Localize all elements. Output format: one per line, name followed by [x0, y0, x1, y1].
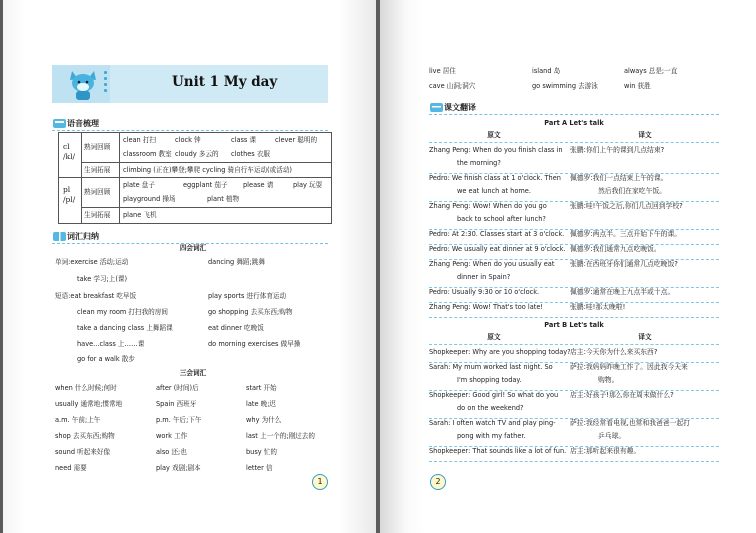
- dialog-line-english: we eat lunch at home.: [457, 187, 531, 195]
- dialog-line-chinese: 佩德罗:我们一点结束上午的课。: [570, 174, 668, 182]
- vocab-item: have...class 上……课: [77, 340, 145, 348]
- vocab-item: when 什么时候;何时: [55, 384, 117, 392]
- page-number: 2: [430, 474, 446, 490]
- vocab-item: sound 听起来好像: [55, 448, 111, 456]
- vocab-item: go shopping 去买东西;购物: [208, 308, 293, 316]
- dialog-line-chinese: 佩德罗:两点半。三点开始下午的课。: [570, 230, 682, 238]
- column-header-translation: 译文: [638, 131, 652, 139]
- vocab-item: usually 通常地;惯常地: [55, 400, 123, 408]
- vocab-item: late 晚;迟: [246, 400, 277, 408]
- vocab-item: win 获胜: [624, 82, 651, 90]
- vocab-item: a.m. 午前;上午: [55, 416, 101, 424]
- dialog-line-english: Pedro: At 2:30. Classes start at 3 o'clock.: [429, 230, 565, 238]
- vocab-item: take 学习;上(课): [77, 275, 128, 283]
- vocab-item: do morning exercises 做早操: [208, 340, 301, 348]
- translation-section-header: [429, 101, 719, 115]
- word: clean 打扫: [123, 136, 157, 144]
- dialog-line-chinese: 张鹏:哇!那太晚啦!: [570, 303, 626, 311]
- word: clock 钟: [175, 136, 201, 144]
- word: playground 操场: [123, 195, 176, 203]
- vocab-item: also 还;也: [156, 448, 187, 456]
- dialog-line-chinese: 店主:今天你为什么来买东西?: [570, 348, 658, 356]
- row-divider: [429, 317, 719, 318]
- left-page: [3, 0, 376, 533]
- banner-dots: [104, 71, 107, 95]
- three-skill-title: 三会词汇: [179, 369, 207, 377]
- dialog-line-chinese: 萨拉:我经常看电视,也常和我爸爸一起打: [570, 419, 690, 427]
- vocab-item: live 居住: [429, 67, 456, 75]
- dialog-line-chinese: 张鹏:你们上午的课到几点结束?: [570, 146, 665, 154]
- vocab-item: letter 信: [246, 464, 273, 472]
- vocab-item: always 总是;一直: [624, 67, 678, 75]
- known-label: 熟词回顾: [84, 143, 111, 151]
- vocab-item: play 戏剧;剧本: [156, 464, 201, 472]
- right-page: [380, 0, 756, 533]
- vocab-item: island 岛: [532, 67, 561, 75]
- dialog-line-english: Shopkeeper: Good girl! So what do you: [429, 391, 559, 399]
- page-number: 1: [312, 474, 328, 490]
- dialog-line-english: Pedro: We usually eat dinner at 9 o'clock.: [429, 245, 566, 253]
- dialog-line-english: Sarah: My mum worked last night. So: [429, 363, 553, 371]
- sound-pl: pl /pl/: [63, 185, 76, 204]
- vocab-item: play sports 进行体育运动: [208, 292, 287, 300]
- column-header-original: 原文: [487, 333, 501, 341]
- vocab-item: cave 山洞;洞穴: [429, 82, 476, 90]
- dialog-line-chinese: 张鹏:在西班牙你们通常几点吃晚饭?: [570, 260, 678, 268]
- vocab-item: work 工作: [156, 432, 188, 440]
- dialog-line-chinese: 乒乓球。: [598, 432, 626, 440]
- row-divider: [429, 344, 719, 345]
- dialog-line-chinese: 张鹏:哇!午饭之后,你们几点回到学校?: [570, 202, 683, 210]
- phonics-section-header: [52, 117, 328, 131]
- column-header-translation: 译文: [638, 333, 652, 341]
- dialog-line-english: pong with my father.: [457, 432, 526, 440]
- column-header-original: 原文: [487, 131, 501, 139]
- vocab-item: p.m. 午后;下午: [156, 416, 202, 424]
- dialog-line-english: I'm shopping today.: [457, 376, 522, 384]
- row-divider: [429, 142, 719, 143]
- vocab-item: 单词:exercise 活动;运动: [55, 258, 129, 266]
- dialog-line-english: Shopkeeper: That sounds like a lot of fun.: [429, 447, 567, 455]
- row-divider: [429, 461, 719, 462]
- new-label: 生词拓展: [84, 166, 111, 174]
- vocab-item: go for a walk 散步: [77, 355, 135, 363]
- word: plate 盘子: [123, 181, 155, 189]
- four-skill-title: 四会词汇: [179, 244, 207, 252]
- vocab-item: clean my room 打扫我的房间: [77, 308, 168, 316]
- word: cloudy 多云的: [175, 150, 219, 158]
- vocab-item: why 为什么: [246, 416, 282, 424]
- dialog-line-chinese: 萨拉:我妈妈昨晚工作了。因此我今天来: [570, 363, 688, 371]
- dialog-line-english: Zhang Peng: When do you finish class in: [429, 146, 563, 154]
- dialog-line-english: the morning?: [457, 159, 501, 167]
- word: eggplant 茄子: [183, 181, 228, 189]
- vocab-item: after (时间)后: [156, 384, 199, 392]
- dialog-line-english: dinner in Spain?: [457, 273, 511, 281]
- word: class 课: [231, 136, 257, 144]
- vocab-item: Spain 西班牙: [156, 400, 197, 408]
- dialog-line-english: Zhang Peng: Wow! When do you go: [429, 202, 547, 210]
- vocab-item: 短语:eat breakfast 吃早饭: [55, 292, 137, 300]
- translation-heading: 课文翻译: [444, 103, 476, 112]
- phonics-table: [58, 132, 332, 224]
- vocab-item: need 需要: [55, 464, 87, 472]
- new-words: climbing (正在)攀登;攀爬 cycling 骑自行车运动(或活动): [123, 166, 292, 174]
- dialog-line-chinese: 店主:好孩子!那么你在周末做什么?: [570, 391, 674, 399]
- unit-banner: [52, 65, 328, 103]
- word: classroom 教室: [123, 150, 172, 158]
- sound-cl: cl /kl/: [63, 142, 75, 161]
- word: plant 植物: [207, 195, 240, 203]
- unit-title: Unit 1 My day: [172, 74, 278, 90]
- word: clever 聪明的: [275, 136, 318, 144]
- dialog-line-english: Zhang Peng: When do you usually eat: [429, 260, 555, 268]
- dialog-line-chinese: 佩德罗:通常在晚上九点半或十点。: [570, 288, 675, 296]
- dialog-line-chinese: 店主:那听起来很有趣。: [570, 447, 641, 455]
- dialog-line-chinese: 佩德罗:我们通常九点吃晚饭。: [570, 245, 661, 253]
- vocab-item: dancing 舞蹈;跳舞: [208, 258, 265, 266]
- fox-mascot-icon: [66, 67, 100, 101]
- dialog-line-english: Shopkeeper: Why are you shopping today?: [429, 348, 571, 356]
- vocab-item: last 上一个的;刚过去的: [246, 432, 315, 440]
- dialog-line-english: Pedro: We finish class at 1 o'clock. Then: [429, 174, 561, 182]
- vocab-item: start 开始: [246, 384, 277, 392]
- known-label: 熟词回顾: [84, 188, 111, 196]
- word: please 请: [243, 181, 274, 189]
- part-title: Part A Let's talk: [544, 119, 604, 127]
- dialog-line-english: back to school after lunch?: [457, 215, 546, 223]
- vocab-item: busy 忙的: [246, 448, 277, 456]
- dialog-line-chinese: 购物。: [598, 376, 619, 384]
- dialog-line-english: Sarah: I often watch TV and play ping-: [429, 419, 556, 427]
- vocab-section-header: [52, 230, 328, 244]
- word: clothes 衣服: [231, 150, 271, 158]
- vocab-item: shop 去买东西;购物: [55, 432, 115, 440]
- vocab-item: go swimming 去游泳: [532, 82, 598, 90]
- vocab-item: take a dancing class 上舞蹈课: [77, 324, 173, 332]
- new-label: 生词拓展: [84, 211, 111, 219]
- dialog-line-chinese: 然后我们在家吃午饭。: [598, 187, 666, 195]
- vocab-heading: 词汇归纳: [67, 232, 99, 241]
- vocab-item: eat dinner 吃晚饭: [208, 324, 264, 332]
- new-words: plane 飞机: [123, 211, 157, 219]
- part-title: Part B Let's talk: [544, 321, 604, 329]
- dialog-line-english: do on the weekend?: [457, 404, 524, 412]
- word: play 玩耍: [293, 181, 323, 189]
- dialog-line-english: Zhang Peng: Wow! That's too late!: [429, 303, 544, 311]
- dialog-line-english: Pedro: Usually 9:30 or 10 o'clock.: [429, 288, 540, 296]
- phonics-heading: 语音梳理: [67, 119, 99, 128]
